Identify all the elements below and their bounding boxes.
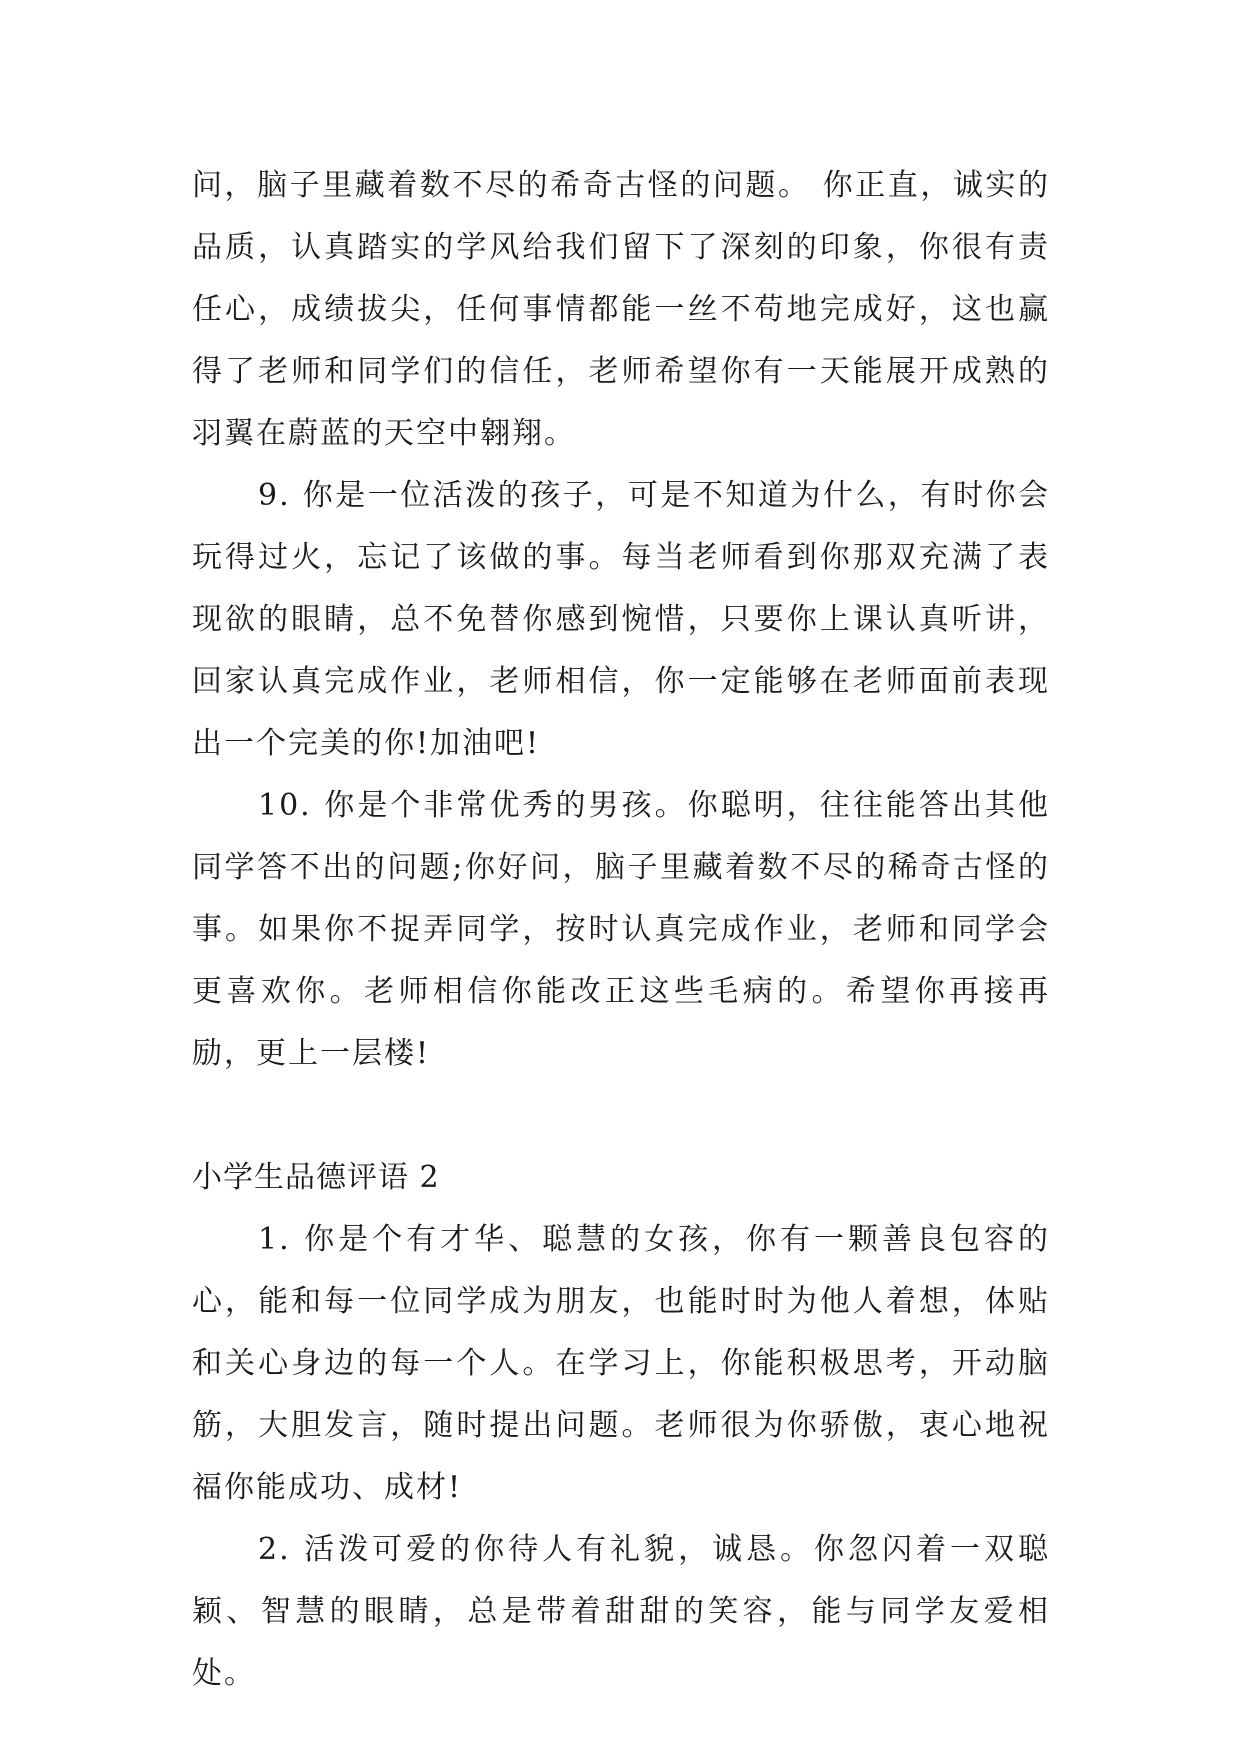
section-heading: 小学生品德评语 2 — [192, 1160, 440, 1195]
paragraph-item-1: 1. 你是个有才华、聪慧的女孩，你有一颗善良包容的心，能和每一位同学成为朋友，也能时时为他人着想，体贴和关心身边的每一个人。在学习上，你能积极思考，开动脑筋，大胆发言，随时提出问题。老师很为你骄傲，衷心地祝福你能成功、成材! — [192, 1222, 1050, 1505]
section-spacer — [192, 1085, 1050, 1147]
paragraph-item-2: 2. 活泼可爱的你待人有礼貌，诚恳。你忽闪着一双聪颖、智慧的眼睛，总是带着甜甜的笑容，能与同学友爱相处。 — [192, 1532, 1050, 1691]
document-body — [192, 155, 1050, 1705]
paragraph-item-10: 10. 你是个非常优秀的男孩。你聪明，往往能答出其他同学答不出的问题;你好问，脑子里藏着数不尽的稀奇古怪的事。如果你不捉弄同学，按时认真完成作业，老师和同学会更喜欢你。老师相信你能改正这些毛病的。希望你再接再励，更上一层楼! — [192, 788, 1050, 1071]
paragraph-item-9: 9. 你是一位活泼的孩子，可是不知道为什么，有时你会玩得过火，忘记了该做的事。每当老师看到你那双充满了表现欲的眼睛，总不免替你感到惋惜，只要你上课认真听讲，回家认真完成作业，老师相信，你一定能够在老师面前表现出一个完美的你!加油吧! — [192, 478, 1050, 761]
paragraph-continued: 问，脑子里藏着数不尽的希奇古怪的问题。 你正直，诚实的品质，认真踏实的学风给我们留下了深刻的印象，你很有责任心，成绩拔尖，任何事情都能一丝不苟地完成好，这也赢得了老师和同学们的信任，老师希望你有一天能展开成熟的羽翼在蔚蓝的天空中翱翔。 — [192, 168, 1050, 451]
